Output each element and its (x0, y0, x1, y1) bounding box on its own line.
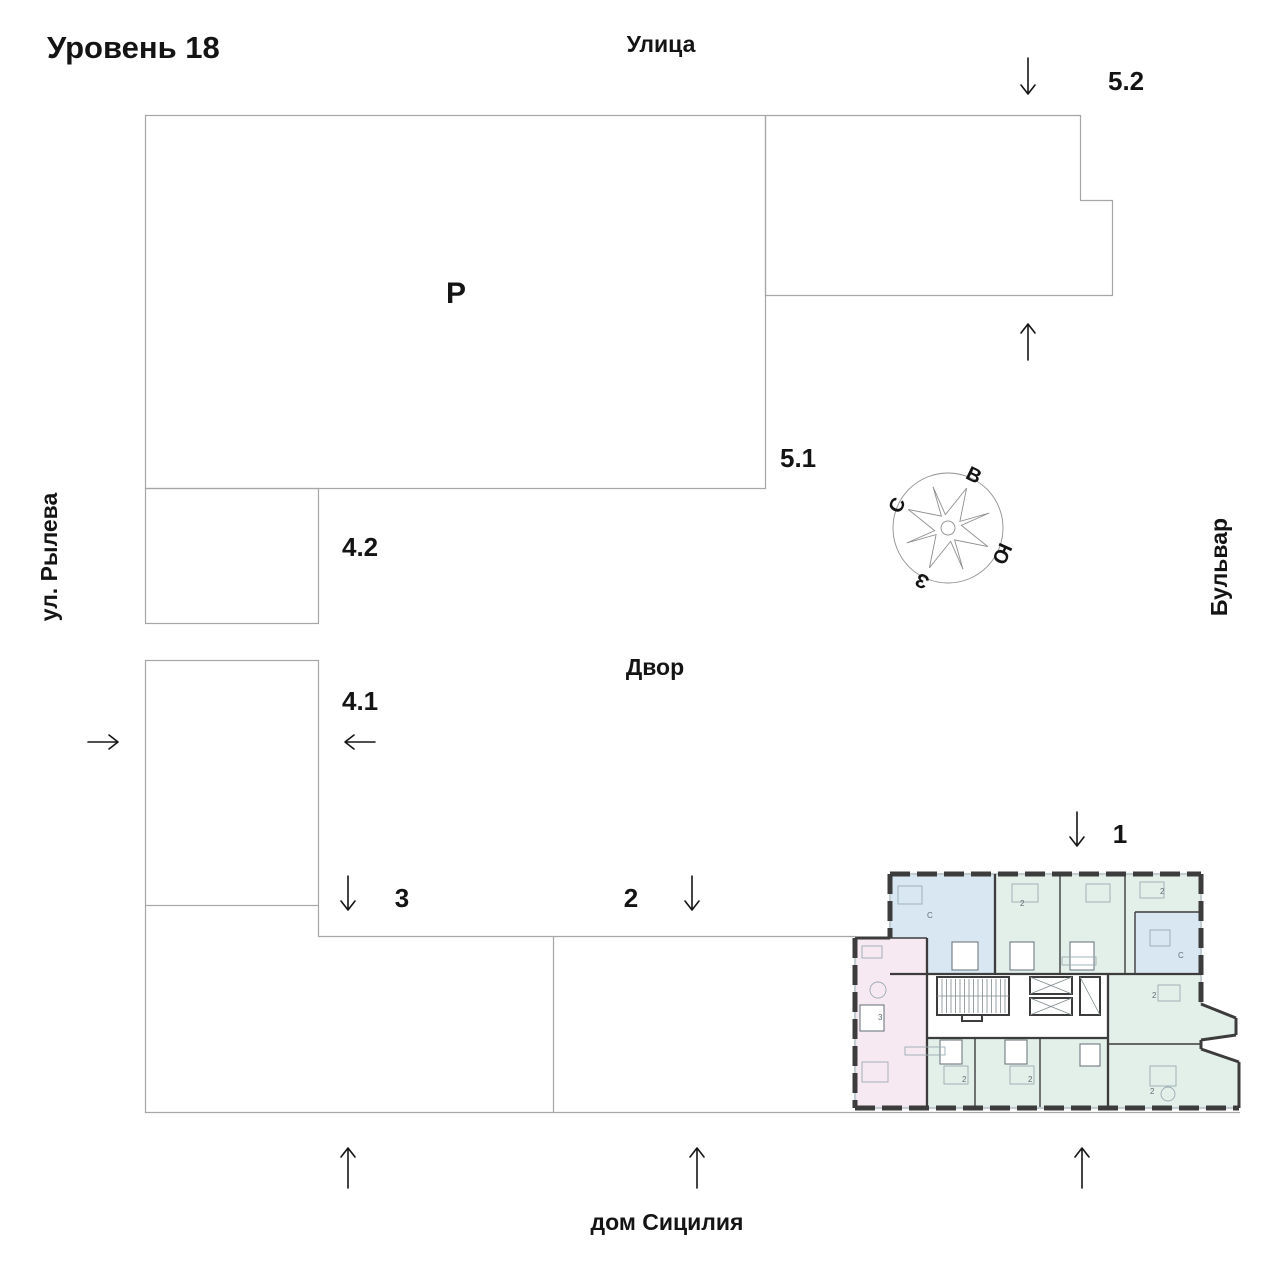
arrow-up-bottom-left (341, 1148, 355, 1188)
arrow-down-5-2 (1021, 58, 1035, 94)
parking-label: Р (445, 277, 467, 310)
section-5-2-label: 5.2 (1108, 66, 1145, 96)
section-3-label: 3 (394, 883, 410, 913)
arrow-down-2 (685, 876, 699, 910)
section-2-label: 2 (623, 883, 639, 913)
section-4-2-label: 4.2 (342, 532, 379, 562)
compass-north-label: С (884, 494, 911, 517)
unit-label: С (1178, 951, 1184, 960)
unit-label: 2 (1028, 1075, 1033, 1084)
compass-east-label: В (962, 462, 985, 489)
arrow-up-5-1 (1021, 324, 1035, 360)
street-right-label: Бульвар (1206, 517, 1232, 617)
section-4-1-label: 4.1 (342, 686, 379, 716)
compass-rose (885, 463, 1016, 593)
section-4-2-outline (146, 489, 319, 624)
page-title: Уровень 18 (47, 30, 220, 65)
unit-label: 2 (962, 1075, 967, 1084)
building-core (937, 977, 1100, 1021)
arrow-right-ryleva (88, 735, 118, 749)
arrow-up-bottom-center (690, 1148, 704, 1188)
unit-two-room-right[interactable] (1108, 974, 1239, 1107)
street-top-label: Улица (626, 31, 696, 57)
unit-label: С (927, 911, 933, 920)
unit-label: 2 (1152, 991, 1157, 1000)
arrow-left-4-1 (345, 735, 375, 749)
section-1-label: 1 (1112, 819, 1128, 849)
section-5-1-label: 5.1 (780, 443, 817, 473)
house-bottom-label: дом Сицилия (590, 1209, 744, 1235)
unit-label: 2 (1020, 899, 1025, 908)
compass-south-label: Ю (987, 539, 1016, 568)
unit-label: 2 (1150, 1087, 1155, 1096)
section-5-outline (766, 116, 1113, 296)
courtyard-label: Двор (625, 654, 685, 680)
unit-label: 2 (1160, 887, 1165, 896)
stair-landing (962, 1015, 982, 1021)
unit-studio-right[interactable] (1135, 912, 1201, 974)
arrow-down-3 (341, 876, 355, 910)
compass-star (890, 470, 1007, 587)
section-4-1-outline (146, 661, 319, 906)
arrow-down-1 (1070, 812, 1084, 846)
arrow-up-bottom-right (1075, 1148, 1089, 1188)
unit-label: 3 (878, 1013, 883, 1022)
compass-west-label: З (911, 567, 933, 594)
street-left-label: ул. Рылева (36, 492, 62, 622)
detailed-floor-plan (855, 874, 1239, 1108)
